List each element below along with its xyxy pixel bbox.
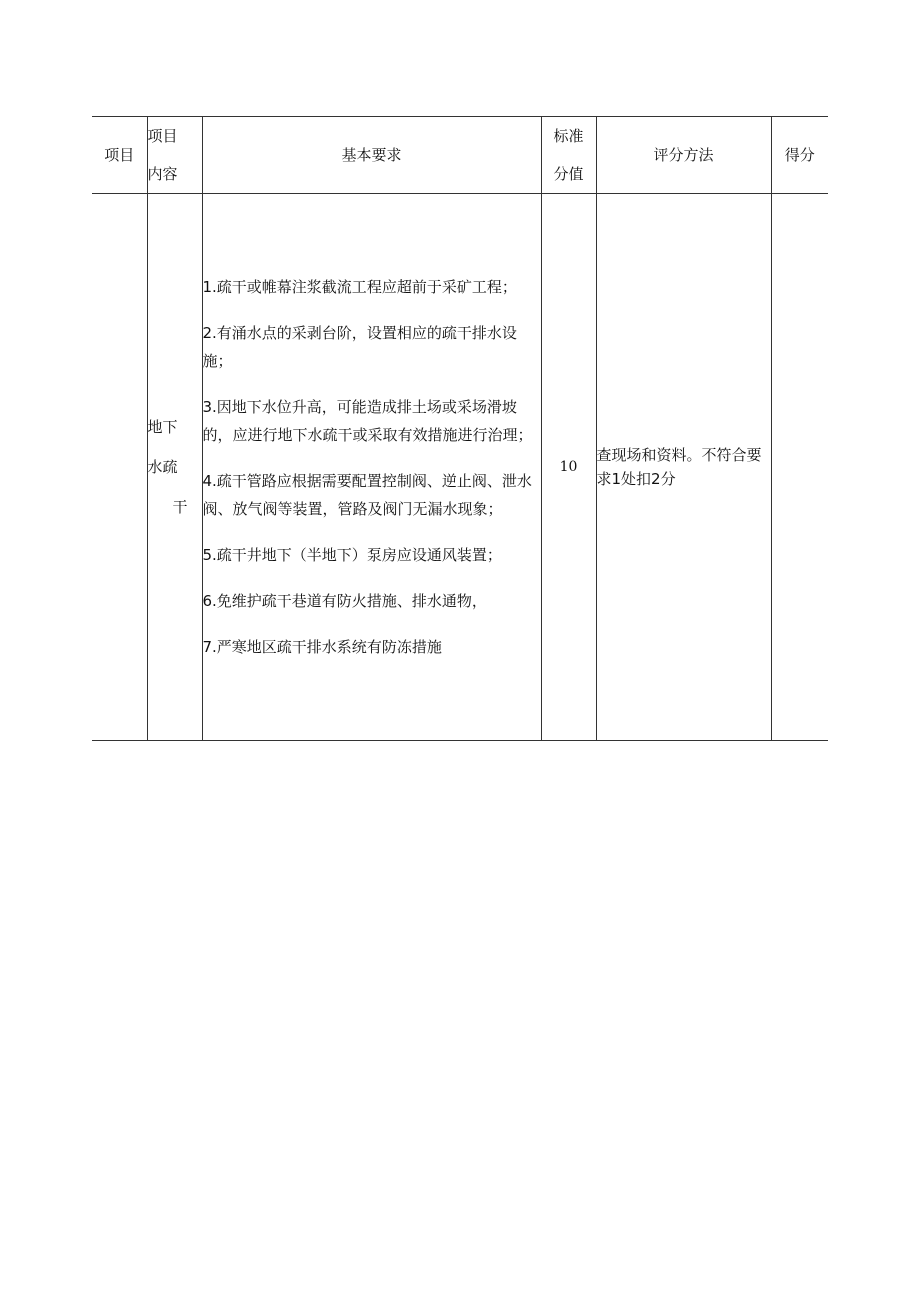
header-basic-requirements-label: 基本要求 bbox=[341, 146, 402, 164]
header-scoring-method bbox=[596, 117, 771, 194]
header-item-content bbox=[147, 117, 202, 194]
item-content-line3: 干 bbox=[172, 498, 188, 516]
header-item-label: 项目 bbox=[104, 146, 135, 164]
item-cell bbox=[92, 194, 147, 741]
requirements-cell bbox=[202, 194, 541, 741]
header-score-obtained bbox=[771, 117, 828, 194]
item-content-line2: 水疏 bbox=[147, 458, 178, 476]
table-header-row bbox=[92, 117, 828, 194]
requirement-item: 5.疏干井地下（半地下）泵房应设通风装置； bbox=[202, 546, 502, 564]
requirement-item: 6.免维护疏干巷道有防火措施、排水通物， bbox=[202, 592, 487, 610]
table-row bbox=[92, 194, 828, 741]
scoring-table bbox=[92, 116, 828, 741]
score-obtained-cell bbox=[771, 194, 828, 741]
item-content-cell bbox=[147, 194, 202, 741]
header-standard-score-line2: 分值 bbox=[553, 165, 584, 183]
scoring-method-cell bbox=[596, 194, 771, 741]
requirement-item: 3.因地下水位升高，可能造成排土场或采场滑坡的，应进行地下水疏干或采取有效措施进行治理； bbox=[202, 398, 533, 444]
requirement-item: 7.严寒地区疏干排水系统有防冻措施 bbox=[202, 638, 442, 656]
requirement-item: 4.疏干管路应根据需要配置控制阀、逆止阀、泄水阀、放气阀等装置，管路及阀门无漏水现象； bbox=[202, 472, 532, 518]
standard-score-value: 10 bbox=[559, 459, 578, 475]
header-standard-score-line1: 标准 bbox=[553, 127, 584, 145]
header-score-obtained-label: 得分 bbox=[784, 146, 815, 164]
standard-score-cell bbox=[541, 194, 596, 741]
requirement-item: 2.有涌水点的采剥台阶，设置相应的疏干排水设施； bbox=[202, 324, 517, 370]
header-item-content-line1: 项目 bbox=[147, 127, 178, 145]
header-basic-requirements bbox=[202, 117, 541, 194]
header-standard-score bbox=[541, 117, 596, 194]
header-item bbox=[92, 117, 147, 194]
header-item-content-line2: 内容 bbox=[147, 165, 178, 183]
scoring-method-text: 查现场和资料。不符合要求1处扣2分 bbox=[596, 446, 762, 488]
header-scoring-method-label: 评分方法 bbox=[653, 146, 714, 164]
requirement-item: 1.疏干或帷幕注浆截流工程应超前于采矿工程； bbox=[202, 278, 517, 296]
item-content-line1: 地下 bbox=[147, 418, 178, 436]
